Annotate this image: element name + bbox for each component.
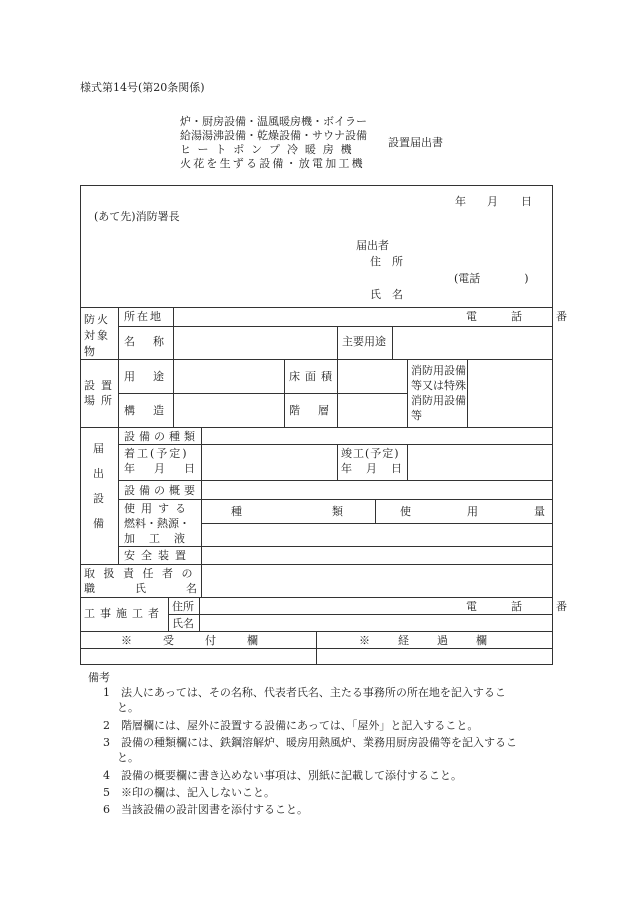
row-line xyxy=(80,427,553,428)
row-line xyxy=(118,444,553,445)
col-line xyxy=(201,427,202,564)
col-line xyxy=(316,631,317,665)
title-suffix: 設置届出書 xyxy=(388,136,443,149)
fuel-used-label-3: 加工液 xyxy=(124,532,199,545)
note-item: 1 法人にあっては、その名称、代表者氏名、主たる事務所の所在地を記入するこ xyxy=(103,686,506,699)
start-ymd-label: 年月日 xyxy=(124,462,214,475)
title-line-1: 炉・厨房設備・温風暖房機・ボイラー xyxy=(180,115,367,128)
date-month: 月 xyxy=(487,195,498,208)
kind-label: 種類 xyxy=(231,505,433,518)
row-line xyxy=(118,326,553,327)
start-date-label: 着工(予定) xyxy=(124,447,189,460)
note-item: と。 xyxy=(117,701,139,714)
equipment-overview-label: 設備の概要 xyxy=(124,484,199,497)
location-label: 所在地 xyxy=(124,310,163,323)
progress-label: ※経過欄 xyxy=(359,634,515,647)
floor-area-label: 床面積 xyxy=(289,370,337,383)
note-item: と。 xyxy=(117,751,139,764)
row-line xyxy=(118,546,553,547)
col-line xyxy=(407,359,408,427)
phone-label: (電話 ) xyxy=(454,272,529,285)
report-equipment-label: 届出設備 xyxy=(93,442,104,530)
main-use-label: 主要用途 xyxy=(342,335,386,348)
safety-device-label: 安全装置 xyxy=(124,549,192,562)
note-item: 5 ※印の欄は、記入しないこと。 xyxy=(103,786,275,799)
fuel-used-label-2: 燃料・熱源・ xyxy=(124,517,190,530)
row-line xyxy=(80,307,553,308)
row-line xyxy=(118,480,553,481)
use-label: 用途 xyxy=(124,370,182,383)
row-line xyxy=(168,614,553,615)
col-line xyxy=(199,597,200,631)
col-line xyxy=(467,359,468,427)
row-line xyxy=(80,564,553,565)
row-line xyxy=(118,499,553,500)
manager-title-label: 取扱責任者の xyxy=(84,567,201,580)
contractor-phone-label xyxy=(466,601,601,612)
floor-label: 階層 xyxy=(289,404,347,417)
fire-target-label: 防火対象物 xyxy=(84,313,110,358)
contractor-name-label: 氏名 xyxy=(172,617,194,630)
reception-label: ※受付欄 xyxy=(121,634,289,647)
title-line-3: ヒートポンプ冷暖房機 xyxy=(180,143,359,156)
row-line xyxy=(201,523,553,524)
name-row-label: 名称 xyxy=(124,335,182,348)
completion-date-label: 竣工(予定) xyxy=(341,447,400,460)
col-line xyxy=(392,326,393,359)
amount-used-label: 使用量 xyxy=(400,505,601,518)
contractor-label: 工事施工者 xyxy=(84,607,164,620)
row-line xyxy=(80,597,553,598)
date-day: 日 xyxy=(521,195,532,208)
note-item: 6 当該設備の設計図書を添付すること。 xyxy=(103,803,308,816)
equipment-type-label: 設備の種類 xyxy=(124,430,199,443)
completion-ymd-label: 年月日 xyxy=(341,462,416,475)
name-label: 氏名 xyxy=(370,288,414,301)
col-line xyxy=(168,597,169,631)
contractor-phone-text: 電話番 xyxy=(466,600,601,613)
col-line xyxy=(118,307,119,564)
title-line-2: 給湯湯沸設備・乾燥設備・サウナ設備 xyxy=(180,129,367,142)
applicant-label: 届出者 xyxy=(356,239,389,252)
address-label: 住所 xyxy=(370,255,414,268)
phone-no-text: 電話番 xyxy=(466,310,601,323)
title-line-4: 火花を生ずる設備・放電加工機 xyxy=(180,157,365,170)
fuel-used-label-1: 使用する xyxy=(124,502,192,515)
row-line xyxy=(118,393,407,394)
note-item: 4 設備の概要欄に書き込めない事項は、別紙に記載して添付すること。 xyxy=(103,769,462,782)
notes-heading: 備考 xyxy=(88,671,110,684)
manager-name-label: 職氏名 xyxy=(84,582,237,595)
install-place-label: 設置場所 xyxy=(84,379,118,407)
col-line xyxy=(337,444,338,480)
fire-equipment-label: 消防用設備等又は特殊消防用設備等 xyxy=(411,364,466,422)
structure-label: 構造 xyxy=(124,404,182,417)
date-year: 年 xyxy=(455,195,466,208)
phone-no-label xyxy=(466,310,601,323)
note-item: 2 階層欄には、屋外に設置する設備にあっては、「屋外」と記入すること。 xyxy=(103,719,479,732)
col-line xyxy=(284,359,285,427)
note-item: 3 設備の種類欄には、鉄鋼溶解炉、暖房用熱風炉、業務用厨房設備等を記入するこ xyxy=(103,736,517,749)
row-line xyxy=(80,359,553,360)
contractor-address-label: 住所 xyxy=(172,600,194,613)
form-number: 様式第14号(第20条関係) xyxy=(80,81,205,94)
addressee: (あて先)消防署長 xyxy=(94,210,180,223)
